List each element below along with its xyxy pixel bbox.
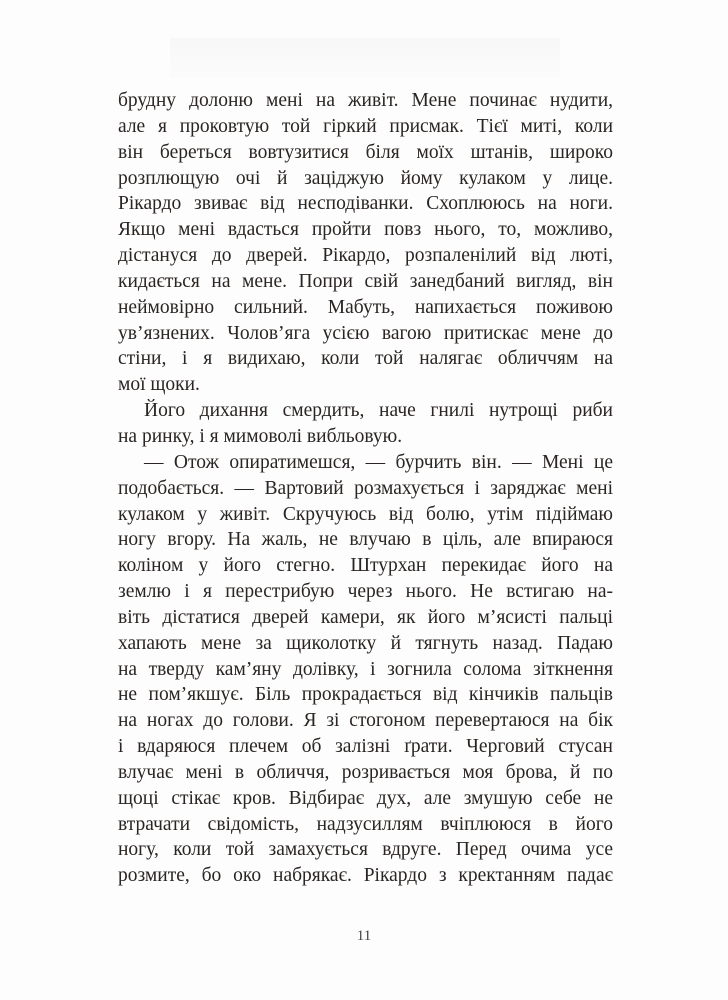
text-line: і вдаряюся плечем об залізні ґрати. Черговий стусан (118, 736, 613, 758)
body-text (118, 88, 613, 889)
text-line: на ногах до голови. Я зі стогоном перевертаюся на бік (118, 710, 613, 732)
page-number: 11 (356, 928, 372, 944)
text-line: кидається на мене. Попри свій занедбаний вигляд, він (118, 270, 613, 292)
text-line: він береться вовтузитися біля моїх штанів, широко (118, 141, 613, 163)
text-line: ногу, коли той замахується вдруге. Перед очима усе (118, 839, 613, 861)
text-line: хапають мене за щиколотку й тягнуть назад. Падаю (118, 632, 613, 654)
text-line: землю і я перестрибую через нього. Не встигаю на- (118, 581, 613, 603)
text-line: неймовірно сильний. Мабуть, напихається поживою (118, 296, 613, 318)
text-line: Рікардо звиває від несподіванки. Схоплююсь на ноги. (118, 193, 613, 215)
text-line: — Отож опиратимешся, — бурчить він. — Мені це (144, 451, 613, 473)
text-line: коліном у його стегно. Штурхан перекидає його на (118, 555, 613, 577)
text-line: Якщо мені вдасться пройти повз нього, то, можливо, (118, 219, 613, 241)
text-line: на ринку, і я мимоволі вибльовую. (118, 425, 403, 447)
text-line: дістануся до дверей. Рікардо, розпаленілий від люті, (118, 245, 613, 267)
text-line: подобається. — Вартовий розмахується і заряджає мені (118, 477, 613, 499)
text-line: щоці стікає кров. Відбирає дух, але змушую себе не (118, 787, 613, 809)
text-line: кулаком у живіт. Скручуюсь від болю, утім підіймаю (118, 503, 613, 525)
text-line: на тверду кам’яну долівку, і зогнила солома зіткнення (118, 658, 613, 680)
show-through-shadow (170, 38, 560, 78)
text-line: ногу вгору. На жаль, не влучаю в ціль, але впираюся (118, 529, 613, 551)
text-line: мої щоки. (118, 374, 200, 396)
text-line: віть дістатися дверей камери, як його м’ясисті пальці (118, 606, 613, 628)
text-line: ув’язнених. Чолов’яга усією вагою притискає мене до (118, 322, 613, 344)
text-line: стіни, і я видихаю, коли той налягає обличчям на (118, 348, 613, 370)
text-line: влучає мені в обличчя, розривається моя брова, й по (118, 761, 613, 783)
text-line: Його дихання смердить, наче гнилі нутрощі риби (144, 400, 613, 422)
text-line: розплющую очі й заціджую йому кулаком у лице. (118, 167, 613, 189)
text-line: втрачати свідомість, надзусиллям вчіплююся в його (118, 813, 613, 835)
text-line: розмите, бо око набрякає. Рікардо з кректанням падає (118, 865, 613, 887)
text-line: брудну долоню мені на живіт. Мене починає нудити, (118, 90, 613, 111)
text-line: не пом’якшує. Біль прокрадається від кінчиків пальців (118, 684, 613, 706)
text-line: але я проковтую той гіркий присмак. Тієї миті, коли (118, 115, 613, 137)
